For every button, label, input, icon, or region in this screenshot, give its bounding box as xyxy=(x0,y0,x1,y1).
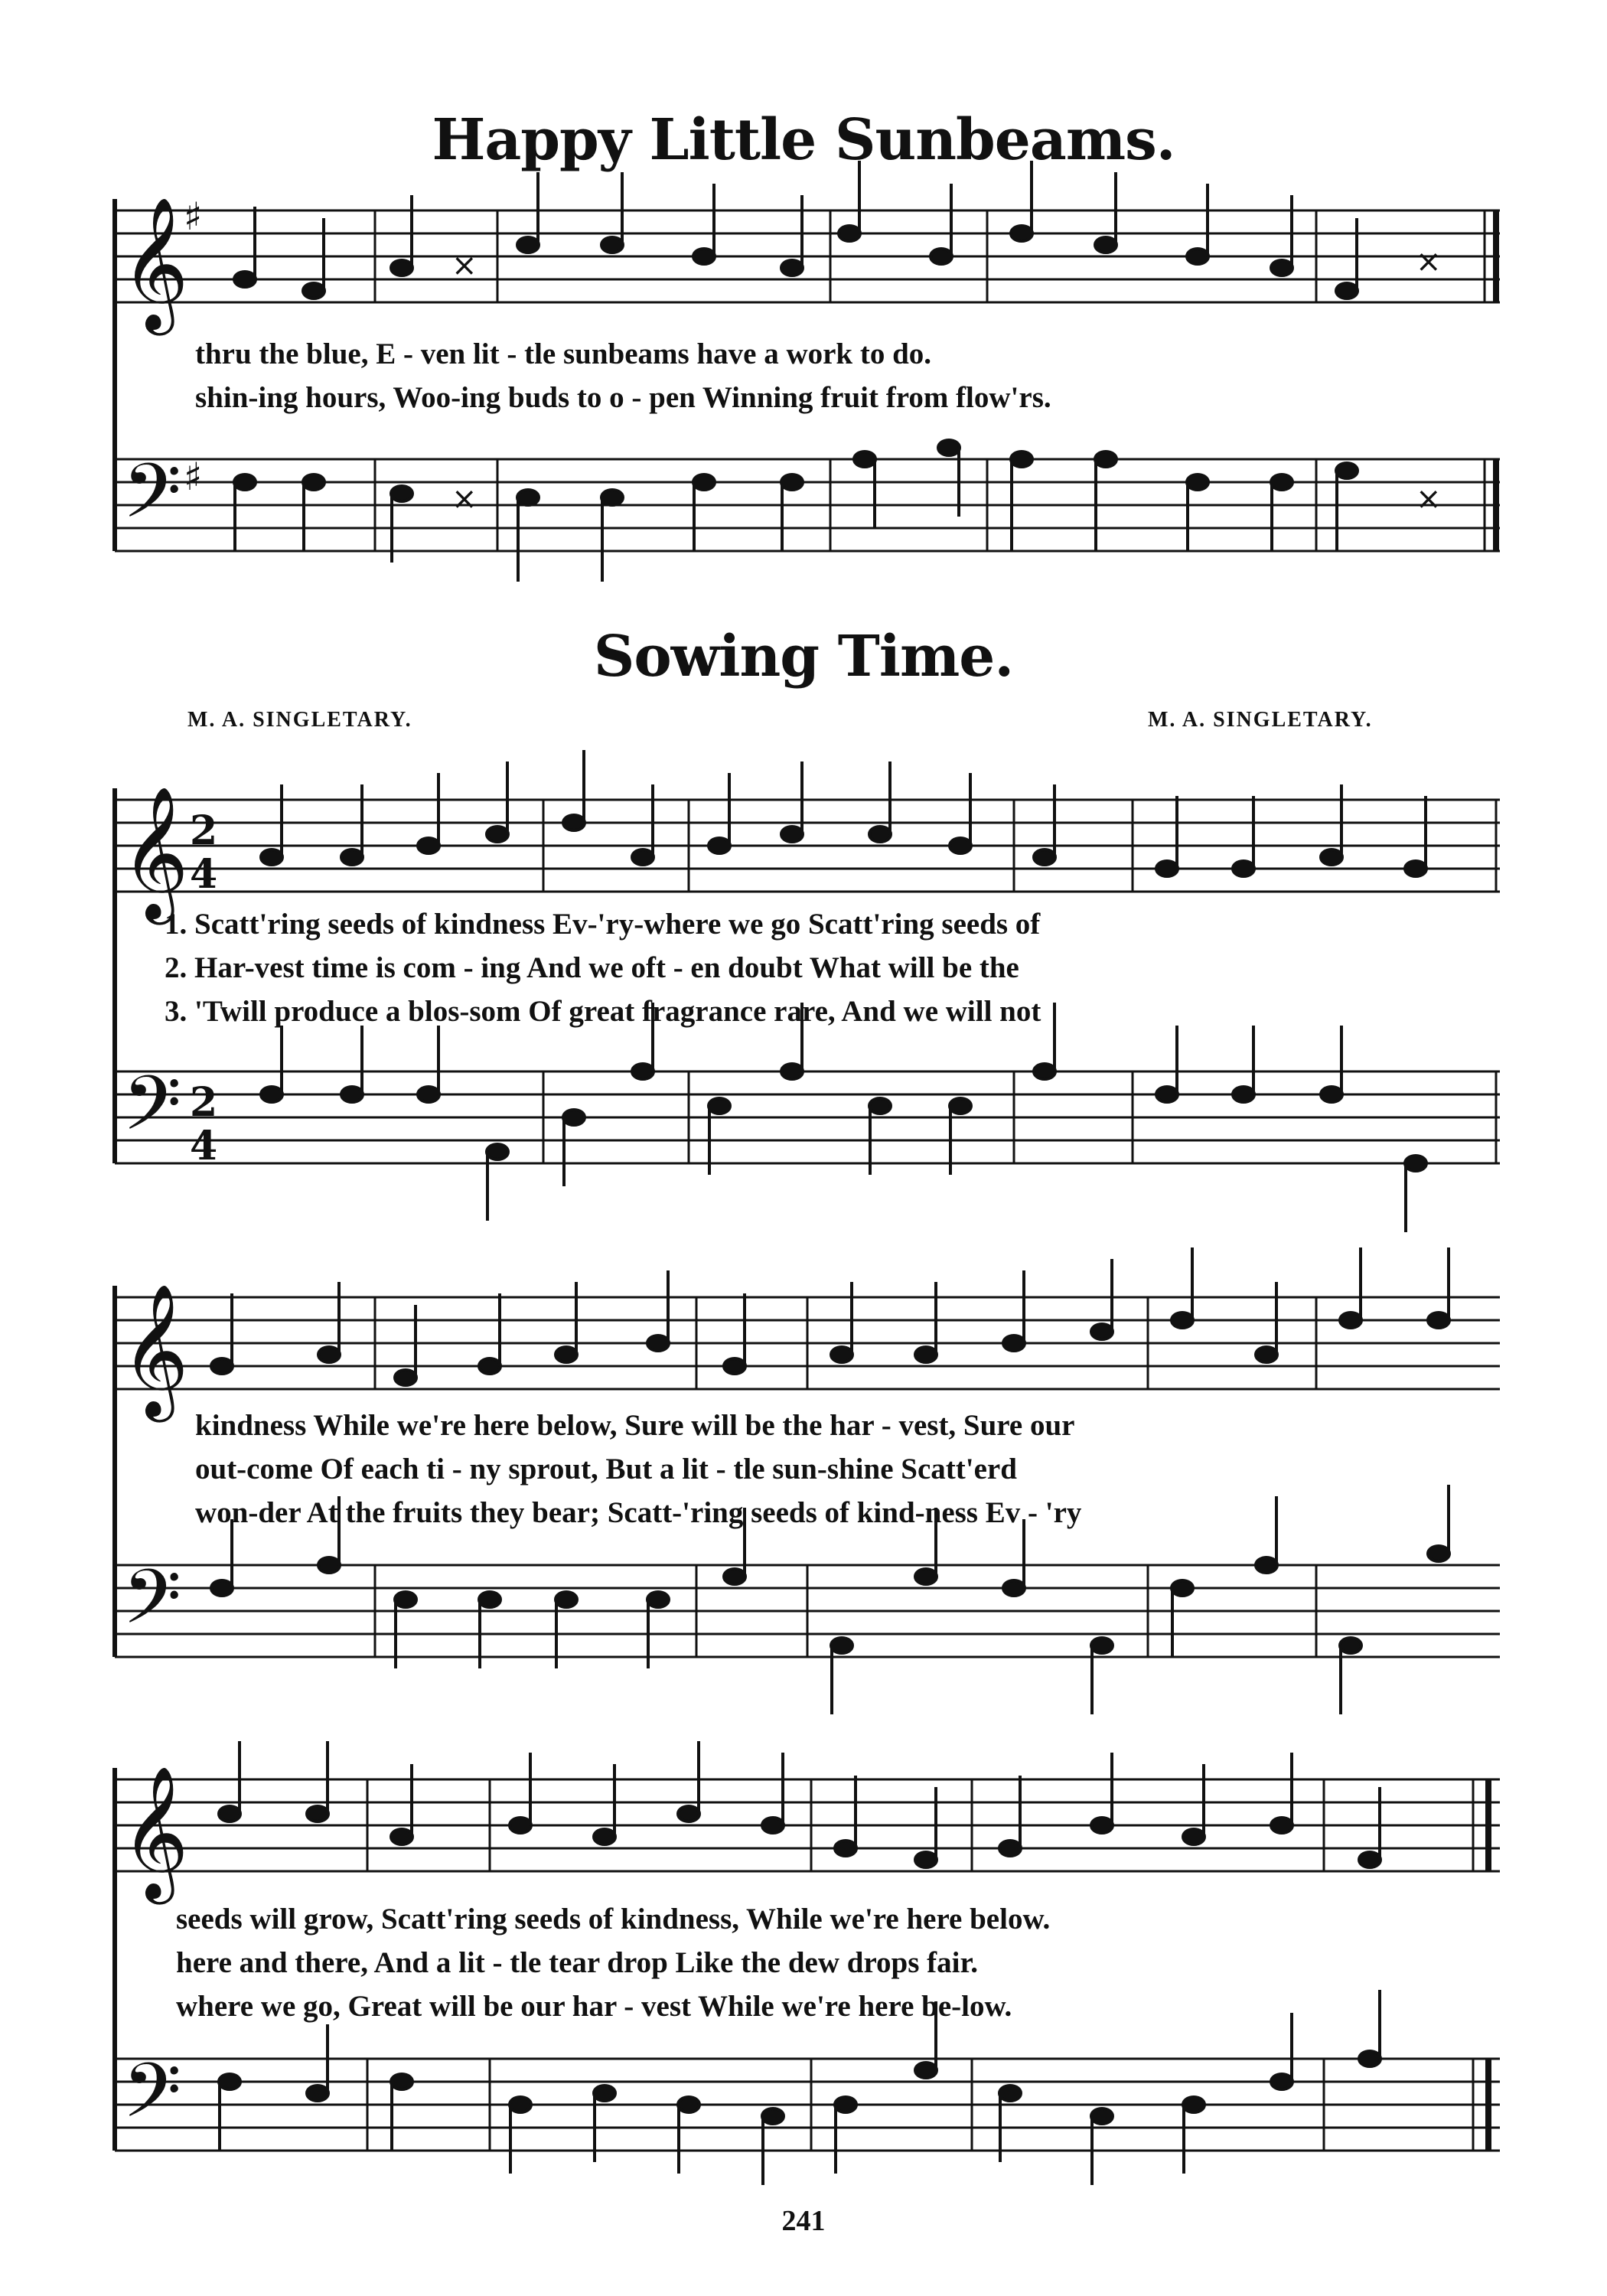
words-credit: M. A. SINGLETARY. xyxy=(187,708,412,732)
svg-text:×: × xyxy=(1416,481,1442,517)
song-title-sowing-time: Sowing Time. xyxy=(593,624,1014,690)
sharp-sign-icon: ♯ xyxy=(184,194,203,239)
verse-1-line: seeds will grow, Scatt'ring seeds of kindness, While we're here below. xyxy=(176,1903,1051,1936)
bass-clef-icon: 𝄢 xyxy=(122,448,182,554)
verse-2-line: 2. Har-vest time is com - ing And we oft - en doubt What will be the xyxy=(165,951,1019,984)
notes-1 xyxy=(234,161,1442,582)
svg-text:×: × xyxy=(451,248,478,283)
clefs-3 xyxy=(121,1283,189,1660)
page-number: 241 xyxy=(781,2205,826,2237)
bass-clef-icon: 𝄢 xyxy=(122,1554,182,1660)
treble-clef-icon: 𝄞 xyxy=(121,1283,189,1417)
time-signature: 2 xyxy=(190,807,218,854)
verse-1-line: kindness While we're here below, Sure will be the har - vest, Sure our xyxy=(195,1409,1075,1442)
verse-2-line: out-come Of each ti - ny sprout, But a lit - tle sun-shine Scatt'erd xyxy=(195,1453,1017,1486)
verse-3-line: where we go, Great will be our har - vest While we're here be-low. xyxy=(176,1990,1012,2023)
clefs-1 xyxy=(121,194,202,554)
svg-text:×: × xyxy=(1416,244,1442,279)
sharp-sign-icon: ♯ xyxy=(184,455,203,499)
treble-clef-icon: 𝄞 xyxy=(121,197,189,330)
bass-clef-icon: 𝄢 xyxy=(122,1060,182,1166)
time-signature: 4 xyxy=(190,1123,218,1169)
time-signature: 4 xyxy=(190,851,218,898)
verse-3-line: won-der At the fruits they bear; Scatt-'ring seeds of kind-ness Ev - 'ry xyxy=(195,1496,1082,1529)
treble-clef-icon: 𝄞 xyxy=(121,786,189,919)
treble-clef-icon: 𝄞 xyxy=(121,1766,189,1899)
lyric-line-2: shin-ing hours, Woo-ing buds to o - pen Winning fruit from flow'rs. xyxy=(195,381,1051,414)
verse-3-line: 3. 'Twill produce a blos-som Of great fragrance rare, And we will not xyxy=(165,995,1041,1028)
bass-clef-icon: 𝄢 xyxy=(122,2047,182,2154)
music-credit: M. A. SINGLETARY. xyxy=(1148,708,1373,732)
song-title-happy-little-sunbeams: Happy Little Sunbeams. xyxy=(432,107,1175,173)
svg-text:×: × xyxy=(451,481,478,517)
verse-2-line: here and there, And a lit - tle tear drop Like the dew drops fair. xyxy=(176,1946,978,1979)
verse-1-line: 1. Scatt'ring seeds of kindness Ev-'ry-where we go Scatt'ring seeds of xyxy=(165,908,1041,941)
lyric-line-1: thru the blue, E - ven lit - tle sunbeams have a work to do. xyxy=(195,338,932,370)
time-signature: 2 xyxy=(190,1079,218,1126)
